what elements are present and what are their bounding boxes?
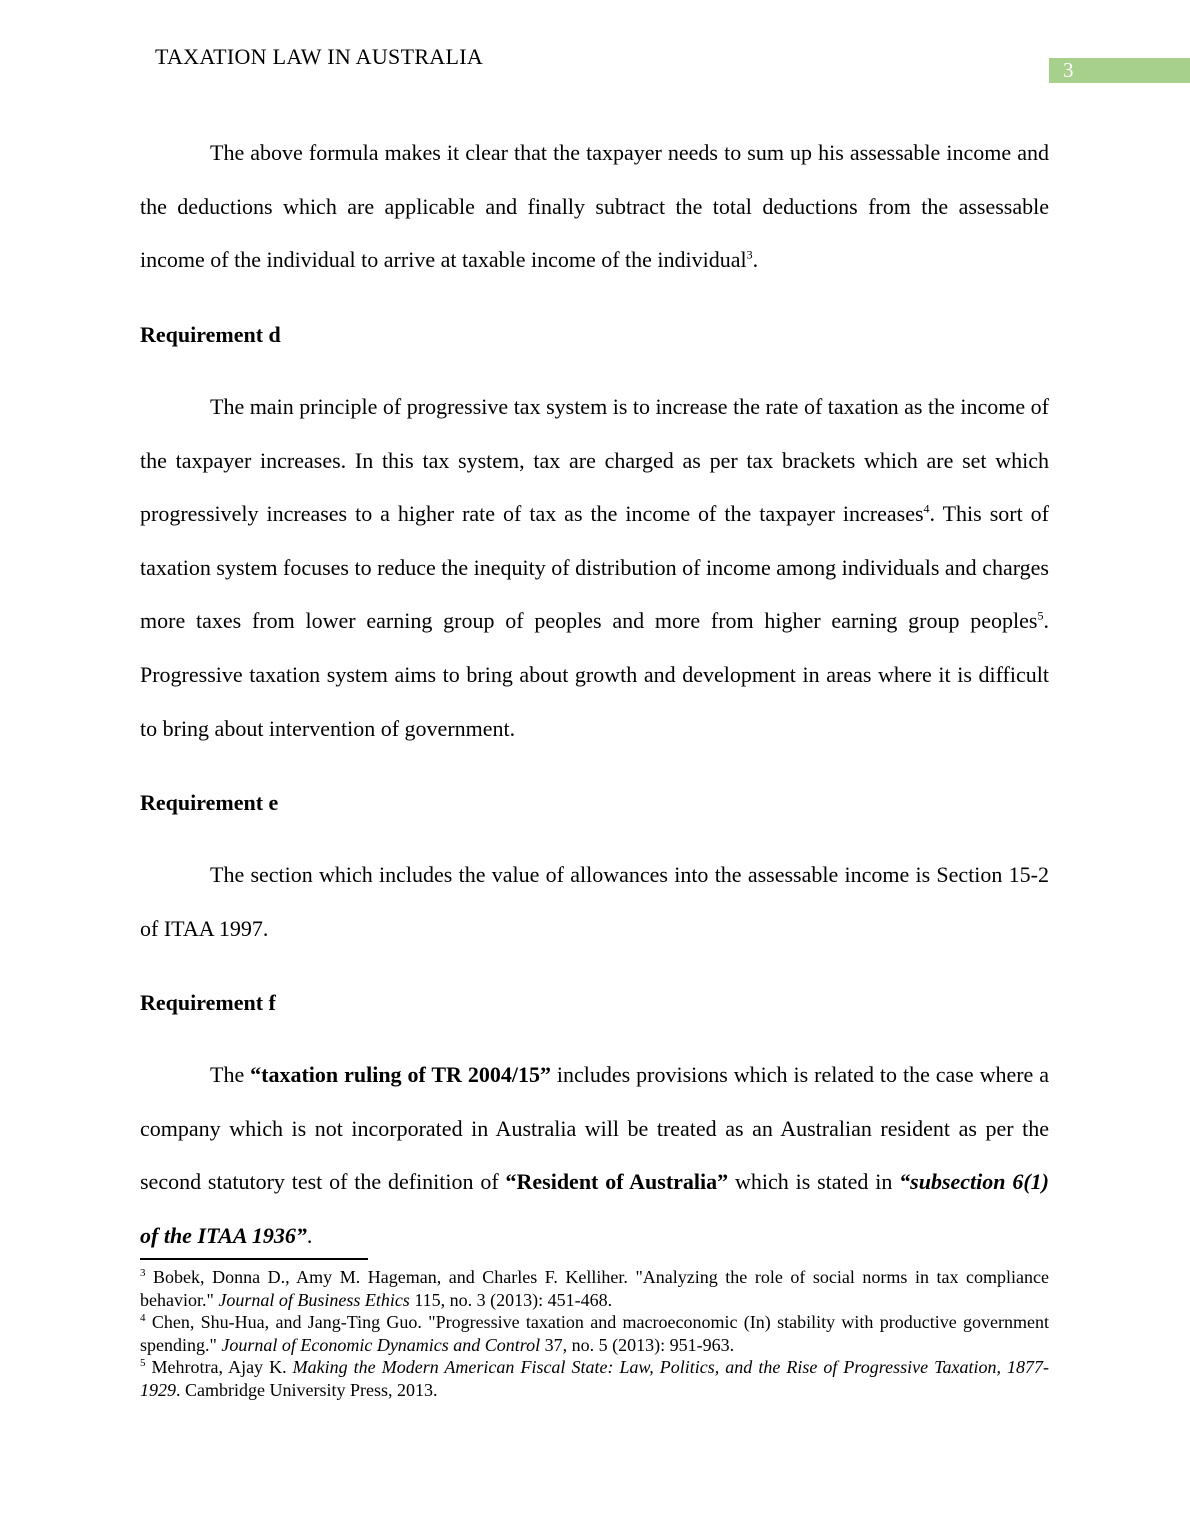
footnote-journal: Journal of Economic Dynamics and Control	[221, 1334, 541, 1355]
bold-resident-of-australia: “Resident of Australia”	[505, 1169, 729, 1195]
footnote-book-title: Making the Modern American Fiscal State: Law, Politics, and the Rise of Progressive Taxation, 1877-1929	[140, 1357, 1050, 1400]
footnote-ref-3[interactable]: 3	[746, 247, 753, 262]
footnote-number: 5	[140, 1357, 146, 1369]
heading-requirement-f: Requirement f	[140, 990, 276, 1015]
footnote-number: 4	[140, 1312, 146, 1324]
footnote-number: 3	[140, 1267, 146, 1279]
footnote-ref-4[interactable]: 4	[923, 501, 930, 516]
running-header-title: TAXATION LAW IN AUSTRALIA	[155, 44, 484, 69]
footnote-3	[140, 1266, 1049, 1311]
footnote-separator	[140, 1258, 368, 1260]
footnote-text: 115, no. 3 (2013): 451-468.	[409, 1289, 613, 1310]
paragraph-text: The main principle of progressive tax system is to increase the rate of taxation as the income of the taxpayer increases. In this tax system, tax are charged as per tax brackets which are set which progressively increases to a higher rate of tax as the income of the taxpayer increases	[140, 394, 1049, 527]
footnote-ref-5[interactable]: 5	[1037, 609, 1044, 624]
heading-requirement-e: Requirement e	[140, 790, 279, 815]
footnote-text: Chen, Shu-Hua, and Jang-Ting Guo. "Progressive taxation and macroeconomic (In) stability with productive government spending."	[140, 1312, 1049, 1355]
paragraph-section-15-2: The section which includes the value of allowances into the assessable income is Section 15-2 of ITAA 1997.	[140, 862, 1049, 941]
bold-italic-subsection: “subsection 6(1) of the ITAA 1936”	[140, 1169, 1049, 1248]
paragraph-taxation-ruling	[140, 1048, 1049, 1262]
paragraph-text: . Progressive taxation system aims to bring about growth and development in areas where it is difficult to bring about intervention of government.	[140, 608, 1049, 741]
footnote-text: . Cambridge University Press, 2013.	[176, 1379, 438, 1400]
footnote-journal: Journal of Business Ethics	[218, 1289, 410, 1310]
footnote-text: Mehrotra, Ajay K.	[145, 1357, 293, 1377]
footnote-4	[140, 1311, 1049, 1356]
footnote-5	[140, 1356, 1049, 1401]
heading-requirement-d: Requirement d	[140, 322, 281, 347]
footnotes	[140, 1266, 1049, 1401]
page-number: 3	[1049, 58, 1190, 83]
paragraph-end: .	[306, 1222, 313, 1248]
paragraph-text: . This sort of taxation system focuses to reduce the inequity of distribution of income among individuals and charges more taxes from lower earning group of peoples and more from higher earning group peoples	[140, 501, 1049, 634]
paragraph-text: which is stated in	[728, 1169, 900, 1195]
footnote-text: 37, no. 5 (2013): 951-963.	[540, 1334, 735, 1355]
footnote-text: Bobek, Donna D., Amy M. Hageman, and Charles F. Kelliher. "Analyzing the role of social norms in tax compliance behavior."	[140, 1267, 1049, 1310]
paragraph-formula-explanation	[140, 126, 1049, 287]
paragraph-text: The	[210, 1062, 251, 1087]
paragraph-end: .	[752, 247, 759, 273]
bold-taxation-ruling: “taxation ruling of TR 2004/15”	[250, 1062, 551, 1087]
paragraph-text: includes provisions which is related to the case where a company which is not incorporated in Australia will be treated as an Australian resident as per the second statutory test of the definition of	[140, 1062, 1050, 1195]
paragraph-text: The above formula makes it clear that the taxpayer needs to sum up his assessable income and the deductions which are applicable and finally subtract the total deductions from the assessable income of the individual to arrive at taxable income of the individual	[140, 140, 1049, 273]
paragraph-progressive-tax	[140, 380, 1049, 755]
